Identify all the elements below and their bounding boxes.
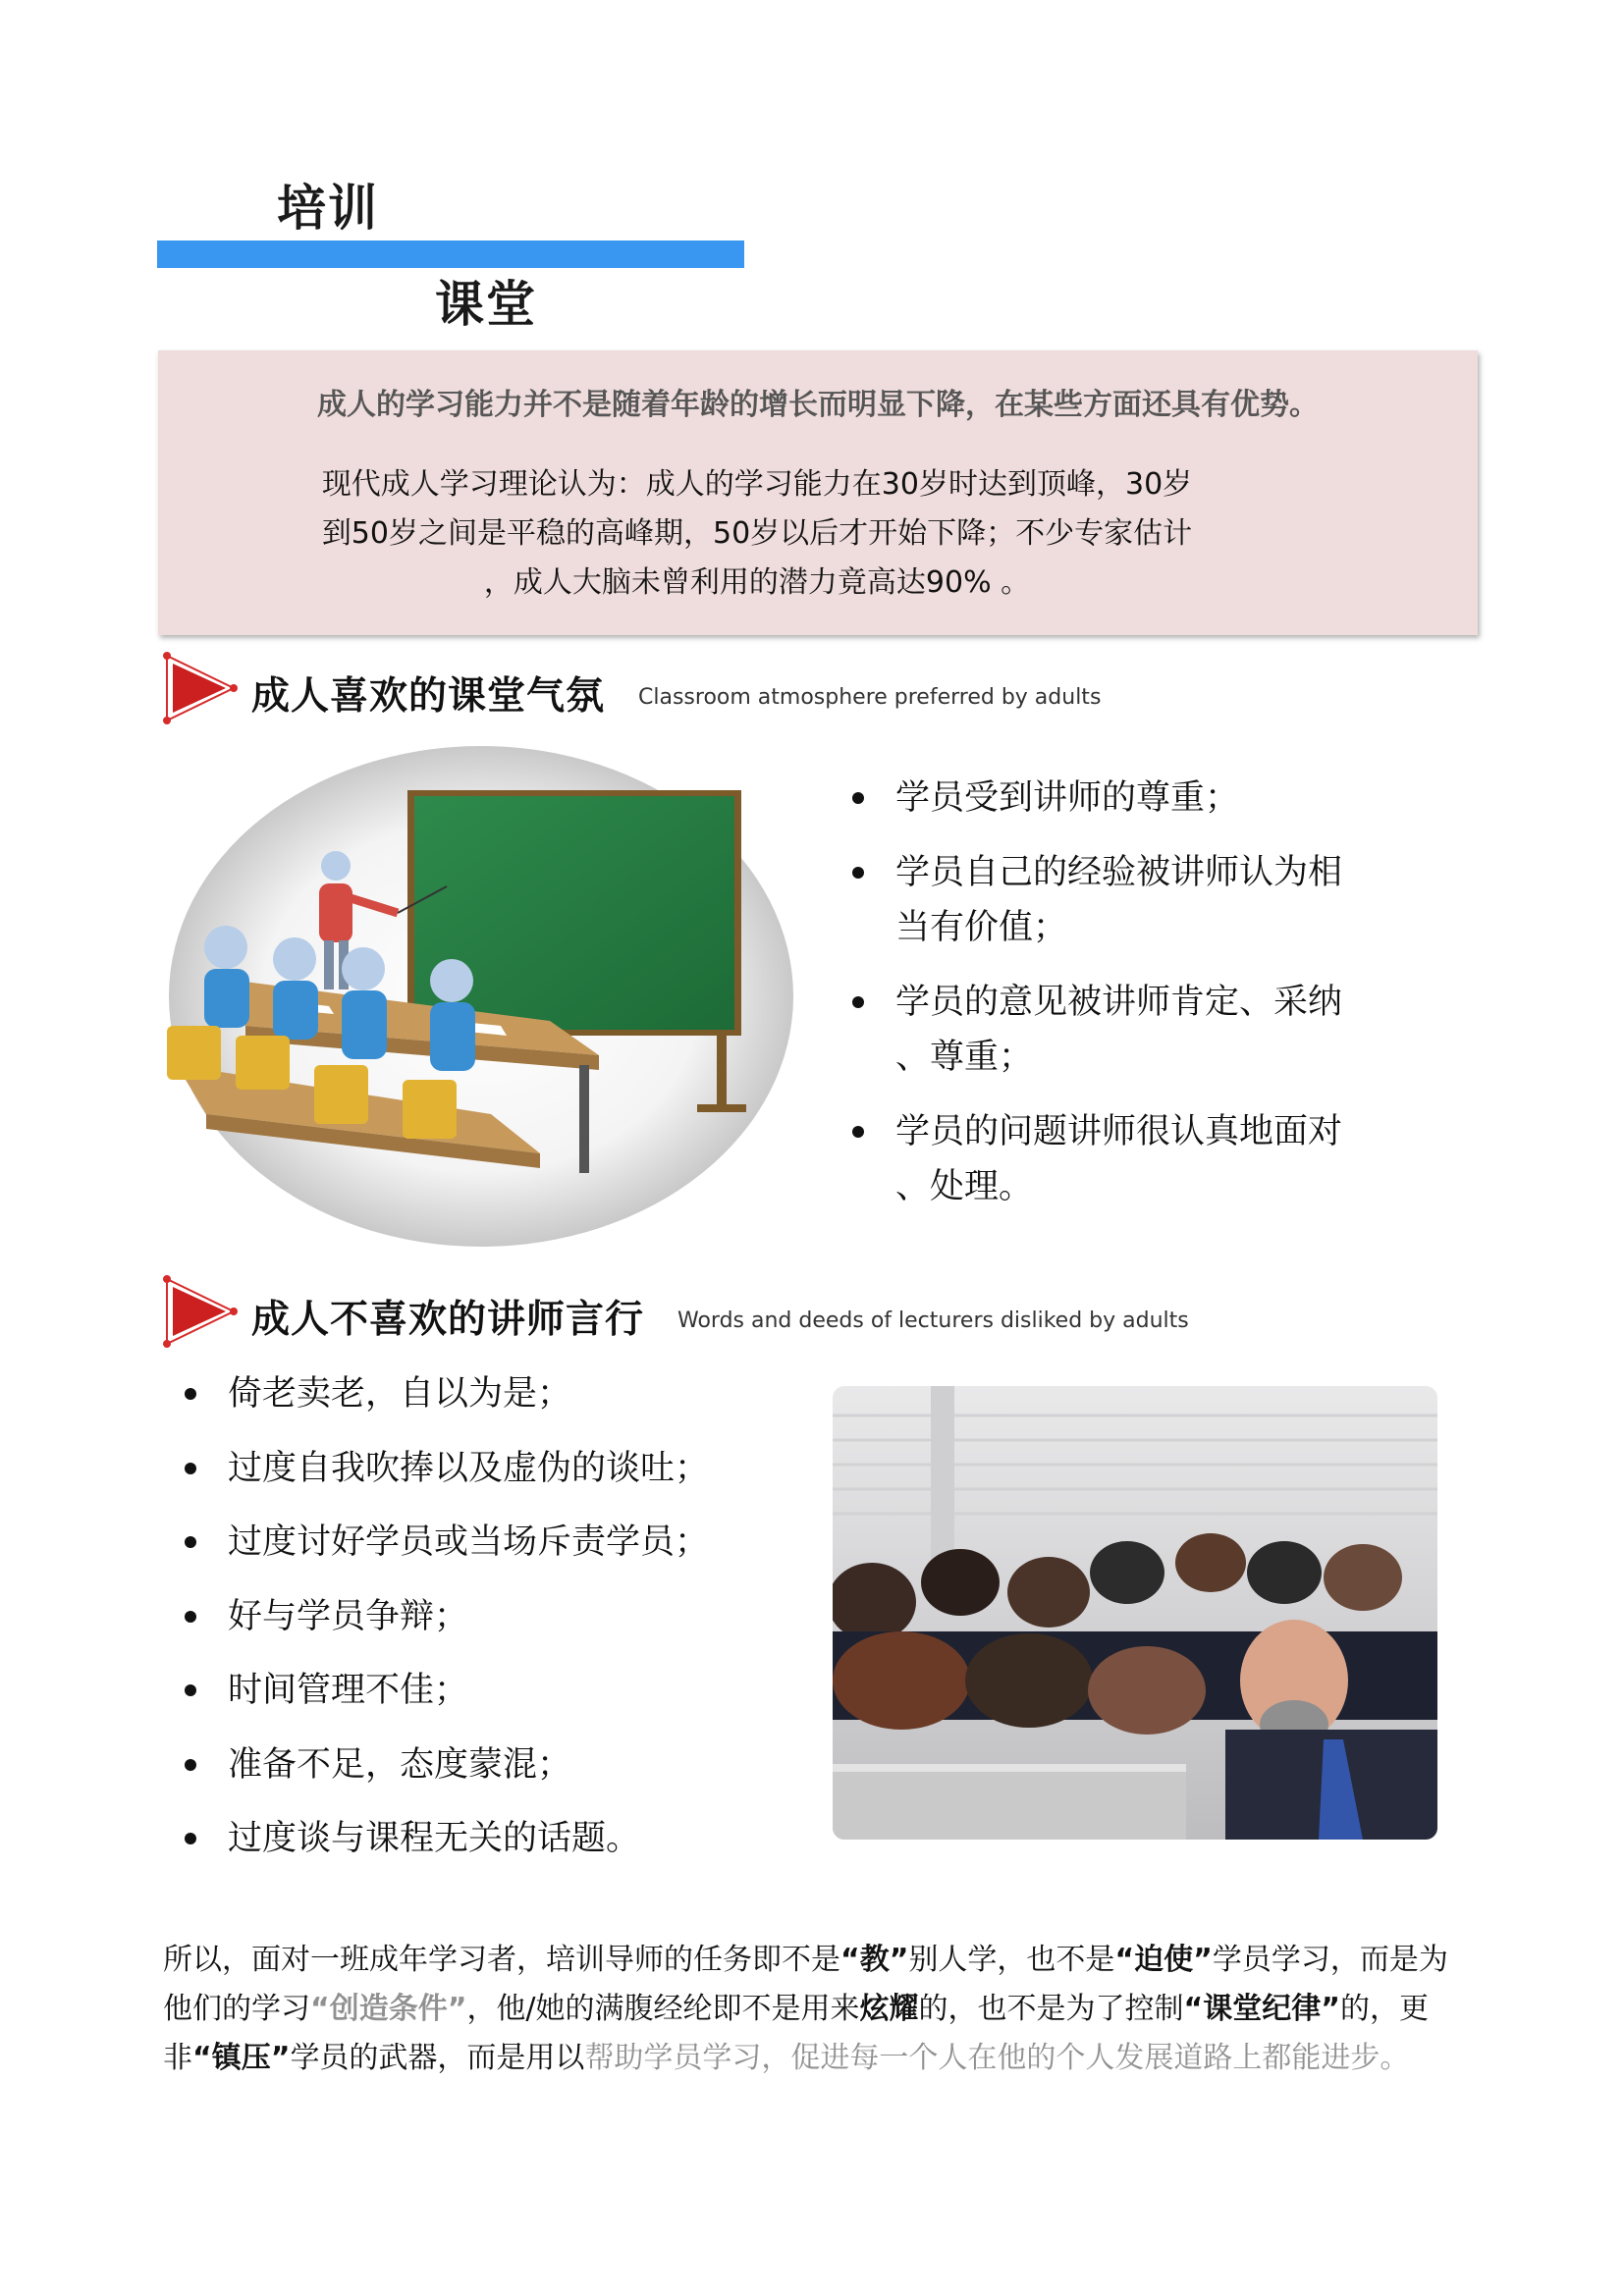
list-item	[844, 771, 1453, 826]
list-item-text: 当有价值；	[895, 908, 1068, 947]
conclusion-segment: “教”	[840, 1943, 909, 1977]
section2-subtitle: Words and deeds of lecturers disliked by adults	[677, 1308, 1189, 1333]
section2-bullet-list	[177, 1366, 825, 1886]
list-item	[177, 1811, 825, 1867]
classroom-illustration	[167, 741, 805, 1252]
conclusion-segment: 学员的武器，而是用以	[290, 2041, 585, 2075]
list-item-text: 过度谈与课程无关的话题。	[228, 1819, 641, 1858]
list-item-text: 学员受到讲师的尊重；	[895, 778, 1240, 818]
conclusion-paragraph	[163, 1936, 1469, 2083]
bullet-dot	[185, 1611, 196, 1623]
section1-heading	[157, 648, 1139, 726]
list-item	[177, 1589, 825, 1645]
list-item	[844, 975, 1453, 1085]
bullet-dot	[852, 1126, 864, 1138]
info-body	[266, 460, 1248, 608]
info-lead-text: 成人的学习能力并不是随着年龄的增长而明显下降，在某些方面还具有优势。	[317, 388, 1319, 422]
info-body-line: 到50岁之间是平稳的高峰期，50岁以后才开始下降；不少专家估计	[321, 516, 1193, 551]
section2-heading	[157, 1271, 1237, 1350]
info-callout-box	[158, 350, 1478, 635]
bullet-dot	[185, 1388, 196, 1400]
bullet-dot	[185, 1463, 196, 1474]
bullet-dot	[185, 1536, 196, 1548]
bullet-dot	[185, 1684, 196, 1696]
bullet-dot	[185, 1833, 196, 1844]
list-item-text: 、尊重；	[895, 1038, 1034, 1077]
list-item-text: 学员的意见被讲师肯定、采纳	[895, 983, 1343, 1022]
conclusion-segment: ，他/她的满腹经纶即不是用来	[466, 1992, 860, 2026]
info-body-line: ，成人大脑未曾利用的潜力竟高达90% 。	[483, 565, 1031, 600]
list-item-text: 过度自我吹捧以及虚伪的谈吐；	[228, 1448, 710, 1488]
conclusion-segment: 学员学习，而是为他们的学习	[163, 1943, 1448, 2026]
list-item	[177, 1737, 825, 1793]
list-item-text: 时间管理不佳；	[228, 1671, 469, 1710]
list-item-text: 学员的问题讲师很认真地面对	[895, 1112, 1343, 1151]
bullet-dot	[852, 792, 864, 804]
list-item	[177, 1366, 825, 1422]
conclusion-segment: 的，更非	[163, 1992, 1429, 2075]
red-triangle-play-icon	[157, 1271, 245, 1352]
page-title-line2: 课堂	[435, 275, 537, 333]
bullet-dot	[852, 996, 864, 1008]
list-item	[844, 845, 1453, 955]
conclusion-segment: 帮助学员学习，促进每一个人在他的个人发展道路上都能进步。	[584, 2041, 1410, 2075]
section1-subtitle: Classroom atmosphere preferred by adults	[638, 685, 1102, 710]
conclusion-segment: “创造条件”	[310, 1992, 467, 2026]
list-item	[844, 1104, 1453, 1214]
section1-title: 成人喜欢的课堂气氛	[251, 674, 606, 719]
list-item	[177, 1663, 825, 1719]
list-item	[177, 1515, 825, 1571]
sleeping-audience-photo	[833, 1386, 1437, 1840]
page-title-line1: 培训	[277, 179, 379, 237]
conclusion-segment: “镇压”	[192, 2041, 291, 2075]
title-accent-bar	[157, 240, 744, 268]
list-item-text: 过度讨好学员或当场斥责学员；	[228, 1522, 710, 1562]
info-body-line: 现代成人学习理论认为：成人的学习能力在30岁时达到顶峰，30岁	[321, 467, 1193, 502]
conclusion-segment: 别人学，也不是	[908, 1943, 1115, 1977]
list-item-text: 倚老卖老，自以为是；	[228, 1374, 572, 1414]
bullet-dot	[852, 867, 864, 879]
red-triangle-play-icon	[157, 648, 245, 728]
section2-title: 成人不喜欢的讲师言行	[251, 1298, 645, 1342]
conclusion-segment: “课堂纪律”	[1183, 1992, 1340, 2026]
list-item-text: 、处理。	[895, 1167, 1034, 1206]
conclusion-segment: 所以，面对一班成年学习者，培训导师的任务即不是	[163, 1943, 840, 1977]
list-item-text: 好与学员争辩；	[228, 1596, 469, 1636]
section1-bullet-list	[844, 771, 1453, 1214]
list-item-text: 准备不足，态度蒙混；	[228, 1744, 572, 1785]
conclusion-segment: 炫耀	[859, 1992, 919, 2026]
list-item	[177, 1441, 825, 1497]
bullet-dot	[185, 1759, 196, 1771]
list-item-text: 学员自己的经验被讲师认为相	[895, 853, 1343, 892]
conclusion-segment: “迫使”	[1114, 1943, 1213, 1977]
conclusion-segment: 的，也不是为了控制	[918, 1992, 1184, 2026]
